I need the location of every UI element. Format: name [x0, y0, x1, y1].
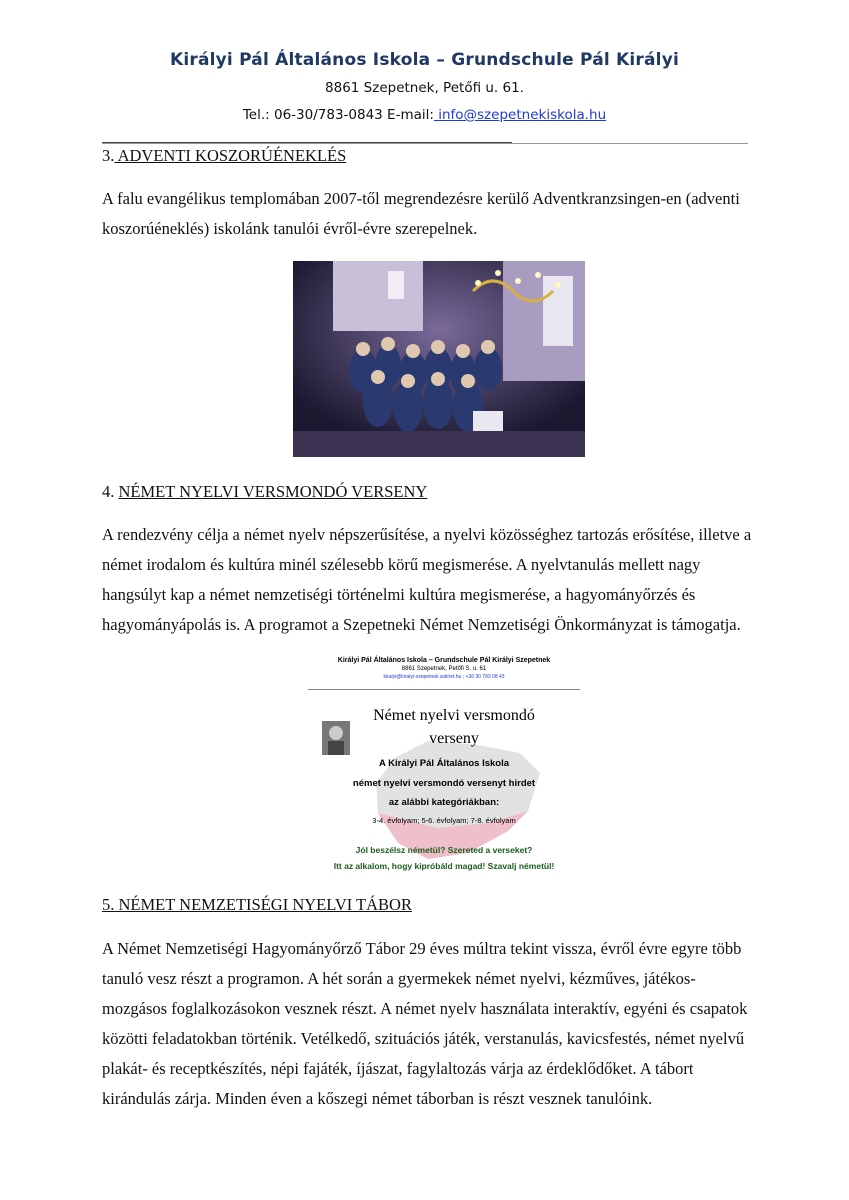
section-5-paragraph	[102, 934, 762, 1114]
paragraph-line: mozgásos foglalkozásokon vesznek részt. A német nyelv használata interaktív, egyéni és csapatok	[102, 999, 748, 1018]
paragraph-line: hagyományápolás is. A programot a Szepetneki Német Nemzetiségi Önkormányzat is támogatja.	[102, 615, 741, 634]
poster-body-line1: A Királyi Pál Általános Iskola	[378, 758, 510, 769]
email-link[interactable]: info@szepetnekiskola.hu	[433, 107, 607, 123]
paragraph-line: tanuló vesz részt a programon. A hét során a gyermekek német nyelvi, kézműves, játékos-	[102, 969, 696, 988]
paragraph-line: A Német Nemzetiségi Hagyományőrző Tábor 29 éves múltra tekint vissza, évről évre egyre több	[102, 939, 742, 958]
school-address: 8861 Szepetnek, Petőfi u. 61.	[325, 80, 524, 96]
paragraph-line: kirándulás zárja. Minden éven a kőszegi német táborban is részt vesznek tanulóink.	[102, 1089, 653, 1108]
paragraph-line: hangsúlyt kap a német nemzetiségi történelmi kultúra megismerése, a hagyományőrzés és	[102, 585, 696, 604]
section-5-number: 5.	[102, 895, 115, 914]
poster-footer-line2: Itt az alkalom, hogy kipróbáld magad! Szavalj németül!	[333, 861, 555, 871]
paragraph-line: német irodalom és kultúra minél szélesebb körű megismerése. A nyelvtanulás mellett nagy	[102, 555, 701, 574]
poster-address: 8861 Szepetnek, Petőfi S. u. 61	[401, 666, 487, 672]
paragraph-line: koszorúéneklés) iskolánk tanulói évről-évre szerepelnek.	[102, 219, 478, 238]
poster-categories: 3-4. évfolyam; 5-6. évfolyam; 7-8. évfolyam	[372, 816, 516, 825]
school-contact	[0, 107, 849, 123]
poster-body-line2: német nyelvi versmondó versenyt hirdet	[352, 778, 536, 789]
paragraph-line: A rendezvény célja a német nyelv népszerűsítése, a nyelvi közösséghez tartozás erősítése, illetve a	[102, 525, 752, 544]
section-4-title: NÉMET NYELVI VERSMONDÓ VERSENY	[118, 482, 428, 501]
poster-header: Királyi Pál Általános Iskola – Grundschule Pál Királyi Szepetnek	[337, 657, 551, 664]
section-3-number: 3.	[102, 146, 115, 165]
poster-title-line1: Német nyelvi versmondó	[373, 707, 535, 724]
poster-contact: kiralyi@kiralyi-szepetnek.sulinet.hu ; +36 30 783 08 43	[383, 674, 505, 680]
section-4-number: 4.	[102, 482, 115, 501]
poster-footer-line1: Jól beszélsz németül? Szereted a verseket?	[355, 845, 533, 855]
section-3-heading	[102, 146, 346, 166]
section-4-paragraph	[102, 520, 762, 640]
paragraph-line: plakát- és receptkészítés, népi fajáték, íjászat, fagylaltozás várja az érdeklődőket. A tábort	[102, 1059, 694, 1078]
section-3-paragraph	[102, 184, 762, 244]
school-name-header: Királyi Pál Általános Iskola – Grundschule Pál Királyi	[169, 50, 680, 70]
church-choir-photo	[293, 261, 585, 457]
paragraph-line: A falu evangélikus templomában 2007-től megrendezésre kerülő Adventkranzsingen-en (adventi	[102, 189, 740, 208]
section-4-heading	[102, 482, 427, 502]
section-3-title: ADVENTI KOSZORÚÉNEKLÉS	[114, 146, 347, 165]
contact-phone-text: Tel.: 06-30/783-0843 E-mail:	[242, 107, 434, 123]
competition-poster	[308, 653, 580, 877]
section-5-heading	[102, 895, 412, 915]
header-divider-long	[102, 143, 748, 144]
poster-title-line2: verseny	[429, 730, 479, 747]
poster-body-line3: az alábbi kategóriákban:	[388, 797, 500, 808]
paragraph-line: közötti feladatokban történik. Vetélkedő, szituációs játék, verstanulás, kavicsfestés, német nyelvű	[102, 1029, 745, 1048]
section-5-title: NÉMET NEMZETISÉGI NYELVI TÁBOR	[118, 895, 412, 914]
